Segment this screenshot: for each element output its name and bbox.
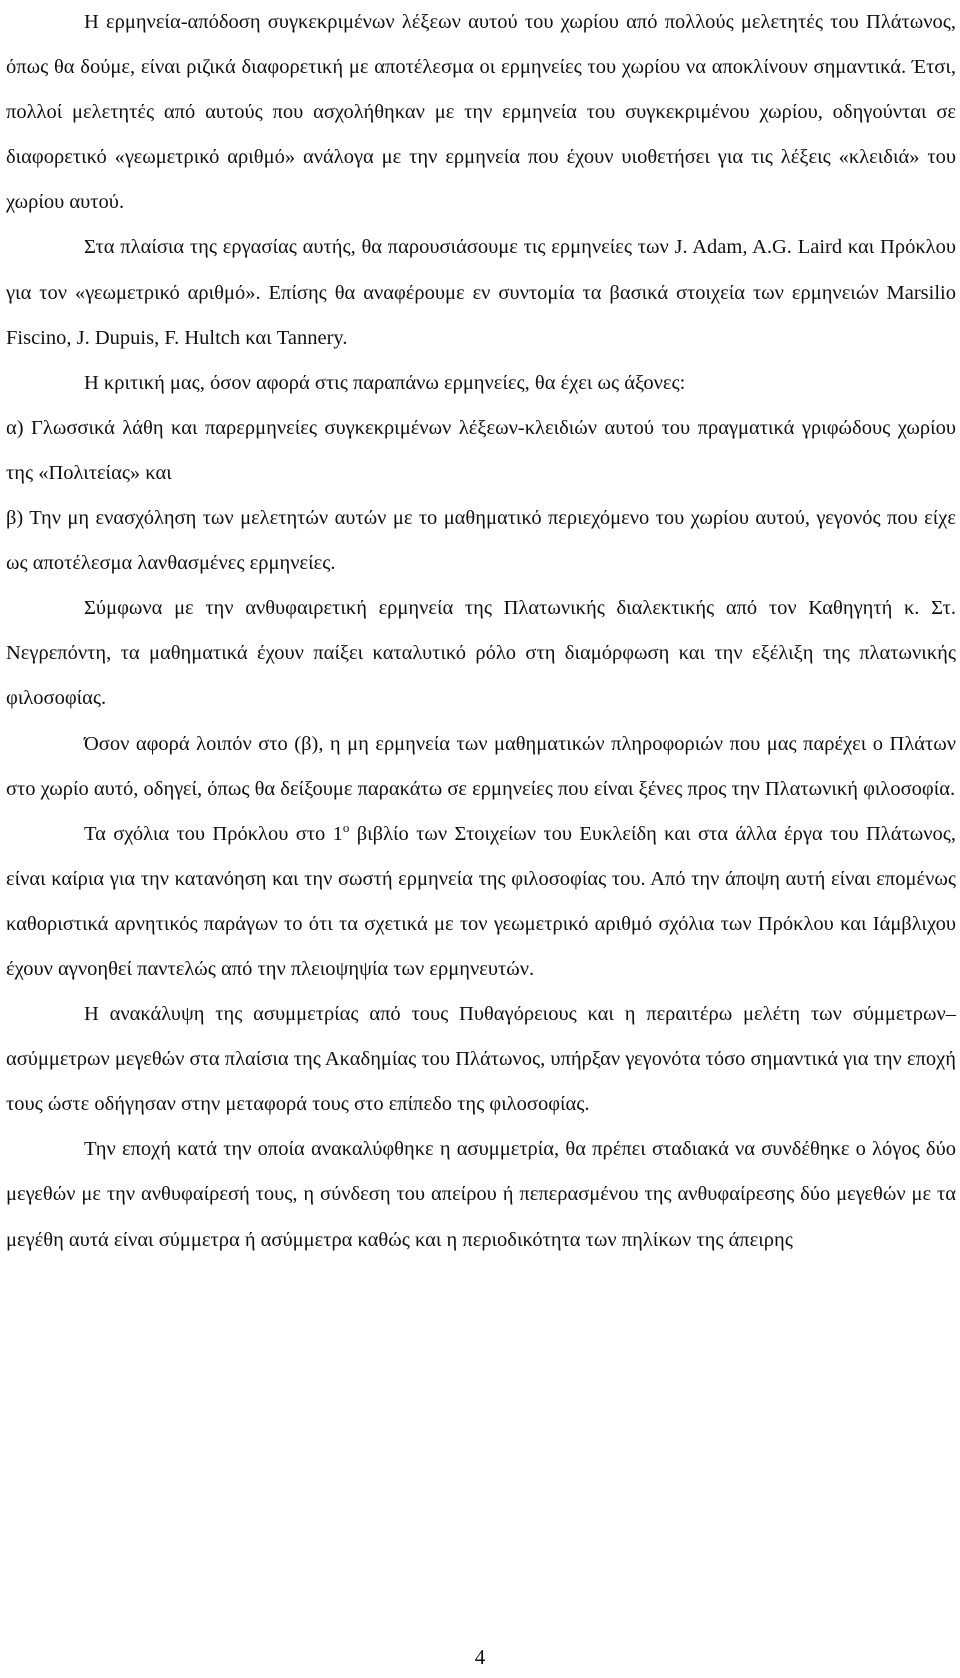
paragraph-9: Η ανακάλυψη της ασυμμετρίας από τους Πυθαγόρειους και η περαιτέρω μελέτη των σύμμετρων–ασύμμετρων μεγεθών στα πλαίσια της Ακαδημίας του Πλάτωνος, υπήρξαν γεγονότα τόσο σημαντικά για την εποχή τους ώστε οδήγησαν στην μεταφορά τους στο επίπεδο της φιλοσοφίας. [6, 1003, 956, 1116]
paragraph-8 [6, 812, 956, 992]
body-text [6, 0, 956, 1263]
paragraph-1: Η ερμηνεία-απόδοση συγκεκριμένων λέξεων αυτού του χωρίου από πολλούς μελετητές του Πλάτωνος, όπως θα δούμε, είναι ριζικά διαφορετική με αποτέλεσμα οι ερμηνείες του χωρίου να αποκλίνουν σημαντικά. Έτσι, πολλοί μελετητές από αυτούς που ασχολήθηκαν με την ερμηνεία του συγκεκριμένου χωρίου, οδηγούνται σε διαφορετικό «γεωμετρικό αριθμό» ανάλογα με την ερμηνεία που έχουν υιοθετήσει για τις λέξεις «κλειδιά» του χωρίου αυτού. [6, 11, 956, 214]
paragraph-2: Στα πλαίσια της εργασίας αυτής, θα παρουσιάσουμε τις ερμηνείες των J. Adam, A.G. Laird και Πρόκλου για τον «γεωμετρικό αριθμό». Επίσης θα αναφέρουμε εν συντομία τα βασικά στοιχεία των ερμηνειών Marsilio Fiscino, J. Dupuis, F. Hultch και Tannery. [6, 236, 956, 349]
paragraph-8-rest: βιβλίο των Στοιχείων του Ευκλείδη και στα άλλα έργα του Πλάτωνος, είναι καίρια για την κατανόηση και την σωστή ερμηνεία της φιλοσοφίας του. Από την άποψη αυτή είναι επομένως καθοριστικά αρνητικός παράγων το ότι τα σχετικά με τον γεωμετρικό αριθμό σχόλια των Πρόκλου και Ιάμβλιχου έχουν αγνοηθεί παντελώς από την πλειοψηψία των ερμηνευτών. [6, 822, 956, 980]
paragraph-8-start: Τα σχόλια του Πρόκλου στο 1 [84, 822, 343, 845]
paragraph-3: Η κριτική μας, όσον αφορά στις παραπάνω ερμηνείες, θα έχει ως άξονες: [84, 371, 686, 394]
page-number: 4 [474, 1645, 486, 1669]
paragraph-6: Σύμφωνα με την ανθυφαιρετική ερμηνεία της Πλατωνικής διαλεκτικής από τον Καθηγητή κ. Στ. Νεγρεπόντη, τα μαθηματικά έχουν παίξει καταλυτικό ρόλο στη διαμόρφωση και την εξέλιξη της πλατωνικής φιλοσοφίας. [6, 597, 956, 710]
paragraph-4: α) Γλωσσικά λάθη και παρερμηνείες συγκεκριμένων λέξεων-κλειδιών αυτού του πραγματικά γριφώδους χωρίου της «Πολιτείας» και [6, 416, 956, 484]
paragraph-5: β) Την μη ενασχόληση των μελετητών αυτών με το μαθηματικό περιεχόμενο του χωρίου αυτού, γεγονός που είχε ως αποτέλεσμα λανθασμένες ερμηνείες. [6, 507, 956, 575]
ordinal-superscript: ο [342, 819, 350, 835]
paragraph-7: Όσον αφορά λοιπόν στο (β), η μη ερμηνεία των μαθηματικών πληροφοριών που μας παρέχει ο Πλάτων στο χωρίο αυτό, οδηγεί, όπως θα δείξουμε παρακάτω σε ερμηνείες που είναι ξένες προς την Πλατωνική φιλοσοφία. [6, 732, 956, 800]
paragraph-10: Την εποχή κατά την οποία ανακαλύφθηκε η ασυμμετρία, θα πρέπει σταδιακά να συνδέθηκε ο λόγος δύο μεγεθών με την ανθυφαίρεσή τους, η σύνδεση του απείρου ή πεπερασμένου της ανθυφαίρεσης δύο μεγεθών με τα μεγέθη αυτά είναι σύμμετρα ή ασύμμετρα καθώς και η περιοδικότητα των πηλίκων της άπειρης [6, 1138, 956, 1251]
